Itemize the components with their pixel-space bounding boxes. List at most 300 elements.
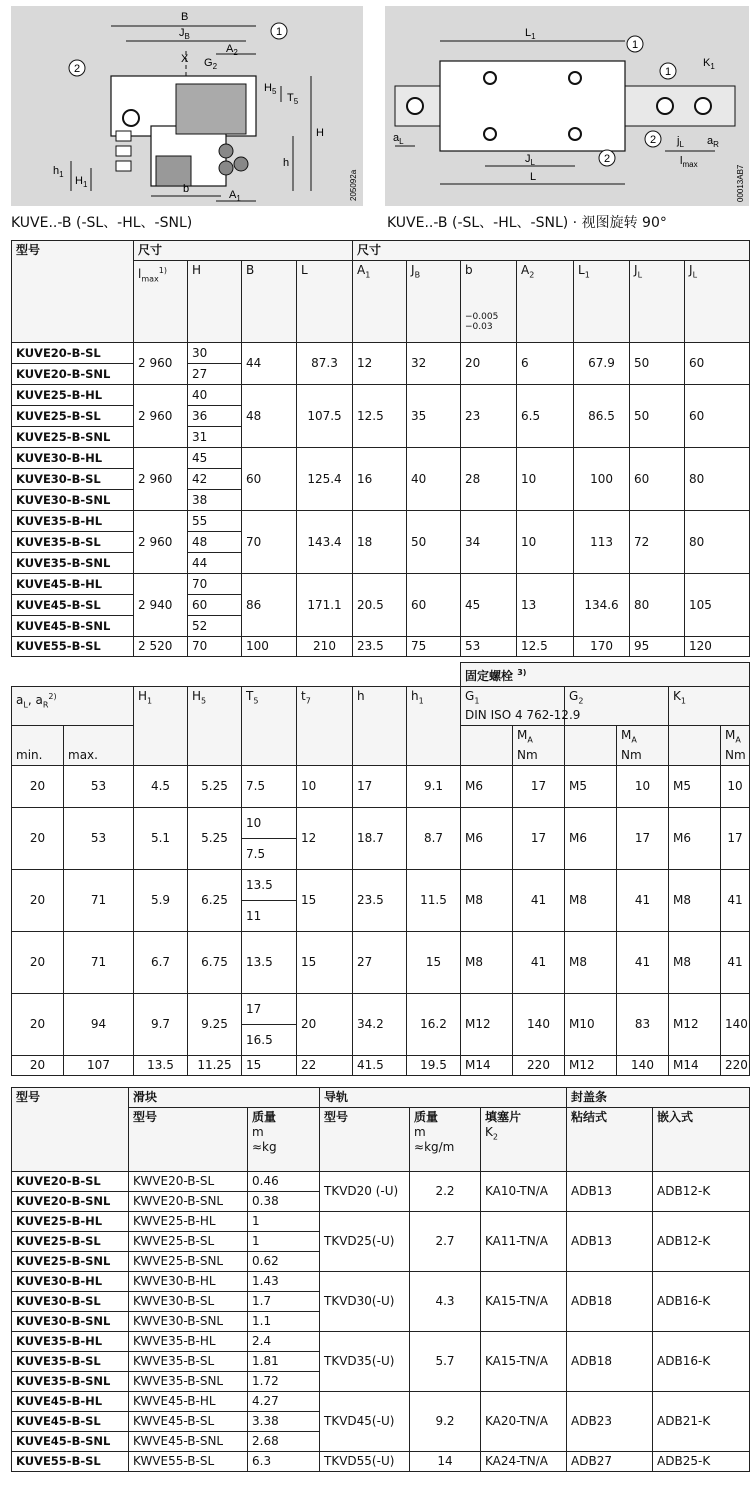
col-header-bolts: 固定螺栓 $^{3)}$ — [461, 663, 750, 687]
L-cell: 87.3 — [297, 343, 353, 385]
h-cell: 23.5 — [353, 870, 407, 932]
insert-seal-cell: ADB12-K — [653, 1212, 750, 1272]
dim-label-JB: $J_B$ — [179, 27, 190, 41]
min-cell: 20 — [12, 808, 64, 870]
h1-cell: 8.7 — [407, 808, 461, 870]
col-header-JL: $J_L$ — [630, 261, 685, 343]
JL2-cell: 60 — [685, 385, 750, 448]
h1-cell: 19.5 — [407, 1056, 461, 1076]
dim-label-L1: $L_1$ — [525, 27, 536, 41]
dim-label-B: B — [181, 11, 189, 23]
H5-cell: 11.25 — [188, 1056, 242, 1076]
MA1-cell: 41 — [513, 932, 565, 994]
JL2-cell: 60 — [685, 343, 750, 385]
b-cell: 45 — [461, 574, 517, 637]
lmax-cell: 2 960 — [134, 448, 188, 511]
rail-mass-cell: 14 — [410, 1452, 481, 1472]
col-header-MA: $M_A$ Nm — [721, 726, 750, 766]
carriage-model-cell: KWVE45-B-HL — [129, 1392, 248, 1412]
col-header-lmax: $l_{max}^{1)}$ — [134, 261, 188, 343]
A1-cell: 18 — [353, 511, 407, 574]
h-cell: 41.5 — [353, 1056, 407, 1076]
h1-cell: 15 — [407, 932, 461, 994]
table-row — [12, 766, 750, 808]
b-cell: 28 — [461, 448, 517, 511]
col-header-H1: $H_1$ — [134, 687, 188, 766]
min-cell: 20 — [12, 1056, 64, 1076]
T5-cell: 13.5 — [242, 932, 297, 994]
carriage-model-cell: KWVE30-B-HL — [129, 1272, 248, 1292]
JL1-cell: 80 — [630, 574, 685, 637]
adhesive-seal-cell: ADB23 — [567, 1392, 653, 1452]
col-header-rail: 导轨 — [320, 1088, 567, 1108]
col-header-carriage: 滑块 — [129, 1088, 320, 1108]
G2-cell: M10 — [565, 994, 617, 1056]
MA2-cell: 41 — [617, 932, 669, 994]
table-row — [12, 574, 750, 595]
lmax-cell: 2 520 — [134, 637, 188, 657]
T5-cell: 15 — [242, 1056, 297, 1076]
JL1-cell: 95 — [630, 637, 685, 657]
H-cell: 27 — [188, 364, 242, 385]
model-cell: KUVE35-B-SNL — [12, 1372, 129, 1392]
plug-cell: KA11-TN/A — [481, 1212, 567, 1272]
col-header-MA: $M_A$ Nm — [513, 726, 565, 766]
callout-1b-text: 1 — [665, 66, 672, 78]
rail-mass-cell: 5.7 — [410, 1332, 481, 1392]
col-header-aLR: $a_L$, $a_R^{2)}$ — [12, 687, 134, 726]
table-row — [12, 870, 750, 901]
carriage-model-cell: KWVE45-B-SNL — [129, 1432, 248, 1452]
b-cell: 34 — [461, 511, 517, 574]
H-cell: 55 — [188, 511, 242, 532]
carriage-mass-cell: 1 — [248, 1232, 320, 1252]
col-header-insert: 嵌入式 — [653, 1108, 750, 1172]
carriage-model-cell: KWVE35-B-HL — [129, 1332, 248, 1352]
b-cell: 20 — [461, 343, 517, 385]
table-row — [12, 808, 750, 839]
MA1-cell: 17 — [513, 766, 565, 808]
min-cell: 20 — [12, 994, 64, 1056]
carriage-mass-cell: 1.72 — [248, 1372, 320, 1392]
G1-cell: M14 — [461, 1056, 513, 1076]
carriage-model-cell: KWVE25-B-HL — [129, 1212, 248, 1232]
H-cell: 30 — [188, 343, 242, 364]
K1-cell: M12 — [669, 994, 721, 1056]
carriage-model-cell: KWVE30-B-SNL — [129, 1312, 248, 1332]
b-cell: 23 — [461, 385, 517, 448]
table-row — [12, 637, 750, 657]
col-header-plug: 填塞片 $K_2$ — [481, 1108, 567, 1172]
MA3-cell: 140 — [721, 994, 750, 1056]
axis-label-X: X — [181, 53, 189, 65]
carriage-mass-cell: 0.62 — [248, 1252, 320, 1272]
MA3-cell: 220 — [721, 1056, 750, 1076]
h-cell: 18.7 — [353, 808, 407, 870]
h1-cell: 16.2 — [407, 994, 461, 1056]
G1-cell: M8 — [461, 932, 513, 994]
col-header-dimensions-2: 尺寸 — [353, 241, 750, 261]
A1-cell: 20.5 — [353, 574, 407, 637]
carriage-mass-cell: 0.46 — [248, 1172, 320, 1192]
col-header-dimensions: 尺寸 — [134, 241, 353, 261]
carriage-model-cell: KWVE30-B-SL — [129, 1292, 248, 1312]
t7-cell: 20 — [297, 994, 353, 1056]
T5-cell: 7.5 — [242, 766, 297, 808]
dim-label-h1: $h_1$ — [53, 165, 64, 179]
MA2-cell: 41 — [617, 870, 669, 932]
callout-1-text: 1 — [632, 39, 639, 51]
carriage-model-cell: KWVE20-B-SL — [129, 1172, 248, 1192]
MA2-cell: 17 — [617, 808, 669, 870]
model-cell: KUVE30-B-SNL — [12, 490, 134, 511]
col-header-JB: $J_B$ — [407, 261, 461, 343]
dimension-table-2 — [11, 662, 750, 1076]
carriage-mass-cell: 1 — [248, 1212, 320, 1232]
A2-cell: 6 — [517, 343, 574, 385]
plug-cell: KA10-TN/A — [481, 1172, 567, 1212]
adhesive-seal-cell: ADB18 — [567, 1272, 653, 1332]
model-cell: KUVE35-B-HL — [12, 1332, 129, 1352]
A2-cell: 12.5 — [517, 637, 574, 657]
dim-label-h: h — [283, 157, 290, 169]
carriage-model-cell: KWVE25-B-SNL — [129, 1252, 248, 1272]
table-row — [12, 448, 750, 469]
H1-cell: 5.9 — [134, 870, 188, 932]
lmax-cell: 2 960 — [134, 511, 188, 574]
L1-cell: 134.6 — [574, 574, 630, 637]
H5-cell: 6.75 — [188, 932, 242, 994]
model-cell: KUVE45-B-SL — [12, 1412, 129, 1432]
G1-cell: M6 — [461, 808, 513, 870]
col-header-H: H — [188, 261, 242, 343]
B-cell: 48 — [242, 385, 297, 448]
adhesive-seal-cell: ADB13 — [567, 1212, 653, 1272]
mass-accessories-table — [11, 1087, 750, 1472]
rail-mass-cell: 9.2 — [410, 1392, 481, 1452]
rotated-view-drawing — [385, 6, 749, 206]
plug-cell: KA24-TN/A — [481, 1452, 567, 1472]
t7-cell: 10 — [297, 766, 353, 808]
model-cell: KUVE55-B-SL — [12, 637, 134, 657]
col-header-adhesive: 粘结式 — [567, 1108, 653, 1172]
t7-cell: 22 — [297, 1056, 353, 1076]
col-header-G1: $G_1$ DIN ISO 4 762-12.9 — [461, 687, 565, 726]
dim-label-JL: $J_L$ — [525, 153, 535, 167]
plug-cell: KA20-TN/A — [481, 1392, 567, 1452]
MA1-cell: 140 — [513, 994, 565, 1056]
col-header-B: B — [242, 261, 297, 343]
h1-cell: 11.5 — [407, 870, 461, 932]
model-cell: KUVE35-B-SL — [12, 1352, 129, 1372]
H-cell: 70 — [188, 574, 242, 595]
col-header-K1: $K_1$ — [669, 687, 750, 726]
table-row — [12, 1272, 750, 1292]
figure-caption-left: KUVE..-B (-SL、-HL、-SNL) — [11, 215, 193, 231]
B-cell: 60 — [242, 448, 297, 511]
A2-cell: 10 — [517, 511, 574, 574]
rail-model-cell: TKVD20 (-U) — [320, 1172, 410, 1212]
model-cell: KUVE30-B-SL — [12, 1292, 129, 1312]
adhesive-seal-cell: ADB27 — [567, 1452, 653, 1472]
model-cell: KUVE25-B-HL — [12, 1212, 129, 1232]
carriage-model-cell: KWVE35-B-SNL — [129, 1372, 248, 1392]
model-cell: KUVE25-B-HL — [12, 385, 134, 406]
col-header-model: 型号 — [12, 241, 134, 343]
carriage-mass-cell: 4.27 — [248, 1392, 320, 1412]
H-cell: 36 — [188, 406, 242, 427]
JL1-cell: 60 — [630, 448, 685, 511]
model-cell: KUVE20-B-SNL — [12, 1192, 129, 1212]
callout-1-text: 1 — [276, 26, 283, 38]
min-cell: 20 — [12, 766, 64, 808]
MA3-cell: 17 — [721, 808, 750, 870]
G2-cell: M12 — [565, 1056, 617, 1076]
model-cell: KUVE20-B-SL — [12, 1172, 129, 1192]
max-cell: 53 — [64, 766, 134, 808]
JL1-cell: 72 — [630, 511, 685, 574]
h1-cell: 9.1 — [407, 766, 461, 808]
col-header-model: 型号 — [12, 1088, 129, 1172]
blank-cell — [669, 726, 721, 766]
B-cell: 86 — [242, 574, 297, 637]
MA1-cell: 220 — [513, 1056, 565, 1076]
H-cell: 38 — [188, 490, 242, 511]
K1-cell: M5 — [669, 766, 721, 808]
H-cell: 42 — [188, 469, 242, 490]
insert-seal-cell: ADB12-K — [653, 1172, 750, 1212]
H1-cell: 9.7 — [134, 994, 188, 1056]
T5-cell: 10 — [242, 808, 297, 839]
min-cell: 20 — [12, 870, 64, 932]
col-header-carriage-mass: 质量 m ≈kg — [248, 1108, 320, 1172]
dim-label-H: H — [316, 127, 324, 139]
insert-seal-cell: ADB25-K — [653, 1452, 750, 1472]
H5-cell: 9.25 — [188, 994, 242, 1056]
carriage-mass-cell: 1.43 — [248, 1272, 320, 1292]
MA3-cell: 10 — [721, 766, 750, 808]
dim-label-aL: $a_L$ — [393, 132, 404, 146]
carriage-mass-cell: 1.81 — [248, 1352, 320, 1372]
G2-cell: M8 — [565, 932, 617, 994]
MA3-cell: 41 — [721, 870, 750, 932]
model-cell: KUVE45-B-SNL — [12, 616, 134, 637]
H1-cell: 5.1 — [134, 808, 188, 870]
col-header-seal: 封盖条 — [567, 1088, 750, 1108]
MA1-cell: 17 — [513, 808, 565, 870]
carriage-mass-cell: 2.68 — [248, 1432, 320, 1452]
adhesive-seal-cell: ADB18 — [567, 1332, 653, 1392]
K1-cell: M6 — [669, 808, 721, 870]
dim-label-jL: $j_L$ — [677, 135, 684, 149]
T5-cell: 16.5 — [242, 1025, 297, 1056]
dim-label-A2: $A_2$ — [226, 43, 238, 57]
insert-seal-cell: ADB16-K — [653, 1272, 750, 1332]
JL2-cell: 105 — [685, 574, 750, 637]
plug-cell: KA15-TN/A — [481, 1332, 567, 1392]
figure-caption-right: KUVE..-B (-SL、-HL、-SNL) · 视图旋转 90° — [387, 215, 667, 231]
table-row — [12, 343, 750, 364]
JB-cell: 32 — [407, 343, 461, 385]
carriage-mass-cell: 6.3 — [248, 1452, 320, 1472]
t7-cell: 12 — [297, 808, 353, 870]
rail-model-cell: TKVD45(-U) — [320, 1392, 410, 1452]
adhesive-seal-cell: ADB13 — [567, 1172, 653, 1212]
col-header-t7: $t_7$ — [297, 687, 353, 766]
table-row — [12, 1172, 750, 1192]
dim-label-A1: $A_1$ — [229, 189, 241, 203]
callout-2b-text: 2 — [604, 153, 611, 165]
blank-cell — [565, 726, 617, 766]
model-cell: KUVE20-B-SL — [12, 343, 134, 364]
H5-cell: 6.25 — [188, 870, 242, 932]
col-header-rail-model: 型号 — [320, 1108, 410, 1172]
model-cell: KUVE45-B-SL — [12, 595, 134, 616]
table-row — [12, 1056, 750, 1076]
G1-cell: M12 — [461, 994, 513, 1056]
col-header-MA: $M_A$ Nm — [617, 726, 669, 766]
table-row — [12, 511, 750, 532]
H-cell: 40 — [188, 385, 242, 406]
A1-cell: 16 — [353, 448, 407, 511]
K1-cell: M8 — [669, 932, 721, 994]
L-cell: 210 — [297, 637, 353, 657]
col-header-jL: $J_L$ — [685, 261, 750, 343]
JL2-cell: 80 — [685, 511, 750, 574]
col-header-A1: $A_1$ — [353, 261, 407, 343]
dim-label-H1: $H_1$ — [75, 175, 88, 189]
col-header-min: min. — [12, 726, 64, 766]
A1-cell: 12.5 — [353, 385, 407, 448]
dim-label-lmax: $l_{max}$ — [680, 155, 698, 169]
A2-cell: 6.5 — [517, 385, 574, 448]
JL2-cell: 80 — [685, 448, 750, 511]
min-cell: 20 — [12, 932, 64, 994]
dimension-table-1 — [11, 240, 750, 657]
col-header-T5: $T_5$ — [242, 687, 297, 766]
L-cell: 107.5 — [297, 385, 353, 448]
L1-cell: 113 — [574, 511, 630, 574]
model-cell: KUVE30-B-HL — [12, 448, 134, 469]
A1-cell: 23.5 — [353, 637, 407, 657]
H1-cell: 13.5 — [134, 1056, 188, 1076]
G1-cell: M6 — [461, 766, 513, 808]
carriage-mass-cell: 2.4 — [248, 1332, 320, 1352]
H-cell: 48 — [188, 532, 242, 553]
h-cell: 17 — [353, 766, 407, 808]
dim-label-G2: $G_2$ — [204, 57, 218, 71]
B-cell: 70 — [242, 511, 297, 574]
col-header-h: h — [353, 687, 407, 766]
callout-2-text: 2 — [650, 134, 657, 146]
model-cell: KUVE30-B-HL — [12, 1272, 129, 1292]
JB-cell: 40 — [407, 448, 461, 511]
rail-model-cell: TKVD35(-U) — [320, 1332, 410, 1392]
callout-2-text: 2 — [74, 63, 81, 75]
model-cell: KUVE25-B-SNL — [12, 427, 134, 448]
JL2-cell: 120 — [685, 637, 750, 657]
max-cell: 94 — [64, 994, 134, 1056]
T5-cell: 11 — [242, 901, 297, 932]
max-cell: 53 — [64, 808, 134, 870]
MA2-cell: 83 — [617, 994, 669, 1056]
G1-cell: M8 — [461, 870, 513, 932]
JL1-cell: 50 — [630, 385, 685, 448]
JB-cell: 50 — [407, 511, 461, 574]
dim-label-T5: $T_5$ — [287, 92, 299, 106]
carriage-model-cell: KWVE45-B-SL — [129, 1412, 248, 1432]
lmax-cell: 2 960 — [134, 343, 188, 385]
insert-seal-cell: ADB16-K — [653, 1332, 750, 1392]
A1-cell: 12 — [353, 343, 407, 385]
L-cell: 125.4 — [297, 448, 353, 511]
drawing-code: 00013AB7 — [736, 164, 745, 202]
H-cell: 70 — [188, 637, 242, 657]
table-row — [12, 1332, 750, 1352]
model-cell: KUVE45-B-HL — [12, 1392, 129, 1412]
rail-model-cell: TKVD30(-U) — [320, 1272, 410, 1332]
model-cell: KUVE45-B-SNL — [12, 1432, 129, 1452]
MA1-cell: 41 — [513, 870, 565, 932]
table-row — [12, 1392, 750, 1412]
table-row — [12, 1212, 750, 1232]
h-cell: 27 — [353, 932, 407, 994]
col-header-max: max. — [64, 726, 134, 766]
B-cell: 100 — [242, 637, 297, 657]
blank-header — [12, 663, 461, 687]
rail-model-cell: TKVD55(-U) — [320, 1452, 410, 1472]
carriage-mass-cell: 0.38 — [248, 1192, 320, 1212]
table-row — [12, 994, 750, 1025]
H-cell: 31 — [188, 427, 242, 448]
lmax-cell: 2 960 — [134, 385, 188, 448]
t7-cell: 15 — [297, 932, 353, 994]
L1-cell: 67.9 — [574, 343, 630, 385]
model-cell: KUVE35-B-SL — [12, 532, 134, 553]
col-header-L: L — [297, 261, 353, 343]
lmax-cell: 2 940 — [134, 574, 188, 637]
model-cell: KUVE25-B-SL — [12, 406, 134, 427]
L1-cell: 170 — [574, 637, 630, 657]
col-header-rail-mass: 质量 m ≈kg/m — [410, 1108, 481, 1172]
col-header-G2: $G_2$ — [565, 687, 669, 726]
K1-cell: M8 — [669, 870, 721, 932]
dim-label-K1: $K_1$ — [703, 57, 715, 71]
H-cell: 60 — [188, 595, 242, 616]
B-cell: 44 — [242, 343, 297, 385]
max-cell: 107 — [64, 1056, 134, 1076]
T5-cell: 17 — [242, 994, 297, 1025]
JB-cell: 75 — [407, 637, 461, 657]
h-cell: 34.2 — [353, 994, 407, 1056]
col-header-L1: $L_1$ — [574, 261, 630, 343]
H5-cell: 5.25 — [188, 766, 242, 808]
carriage-model-cell: KWVE25-B-SL — [129, 1232, 248, 1252]
H-cell: 44 — [188, 553, 242, 574]
max-cell: 71 — [64, 870, 134, 932]
model-cell: KUVE25-B-SNL — [12, 1252, 129, 1272]
A2-cell: 13 — [517, 574, 574, 637]
G2-cell: M6 — [565, 808, 617, 870]
T5-cell: 7.5 — [242, 839, 297, 870]
dim-label-aR: $a_R$ — [707, 135, 719, 149]
carriage-model-cell: KWVE20-B-SNL — [129, 1192, 248, 1212]
col-header-b: b −0.005 −0.03 — [461, 261, 517, 343]
L-cell: 143.4 — [297, 511, 353, 574]
H1-cell: 6.7 — [134, 932, 188, 994]
L1-cell: 86.5 — [574, 385, 630, 448]
MA3-cell: 41 — [721, 932, 750, 994]
